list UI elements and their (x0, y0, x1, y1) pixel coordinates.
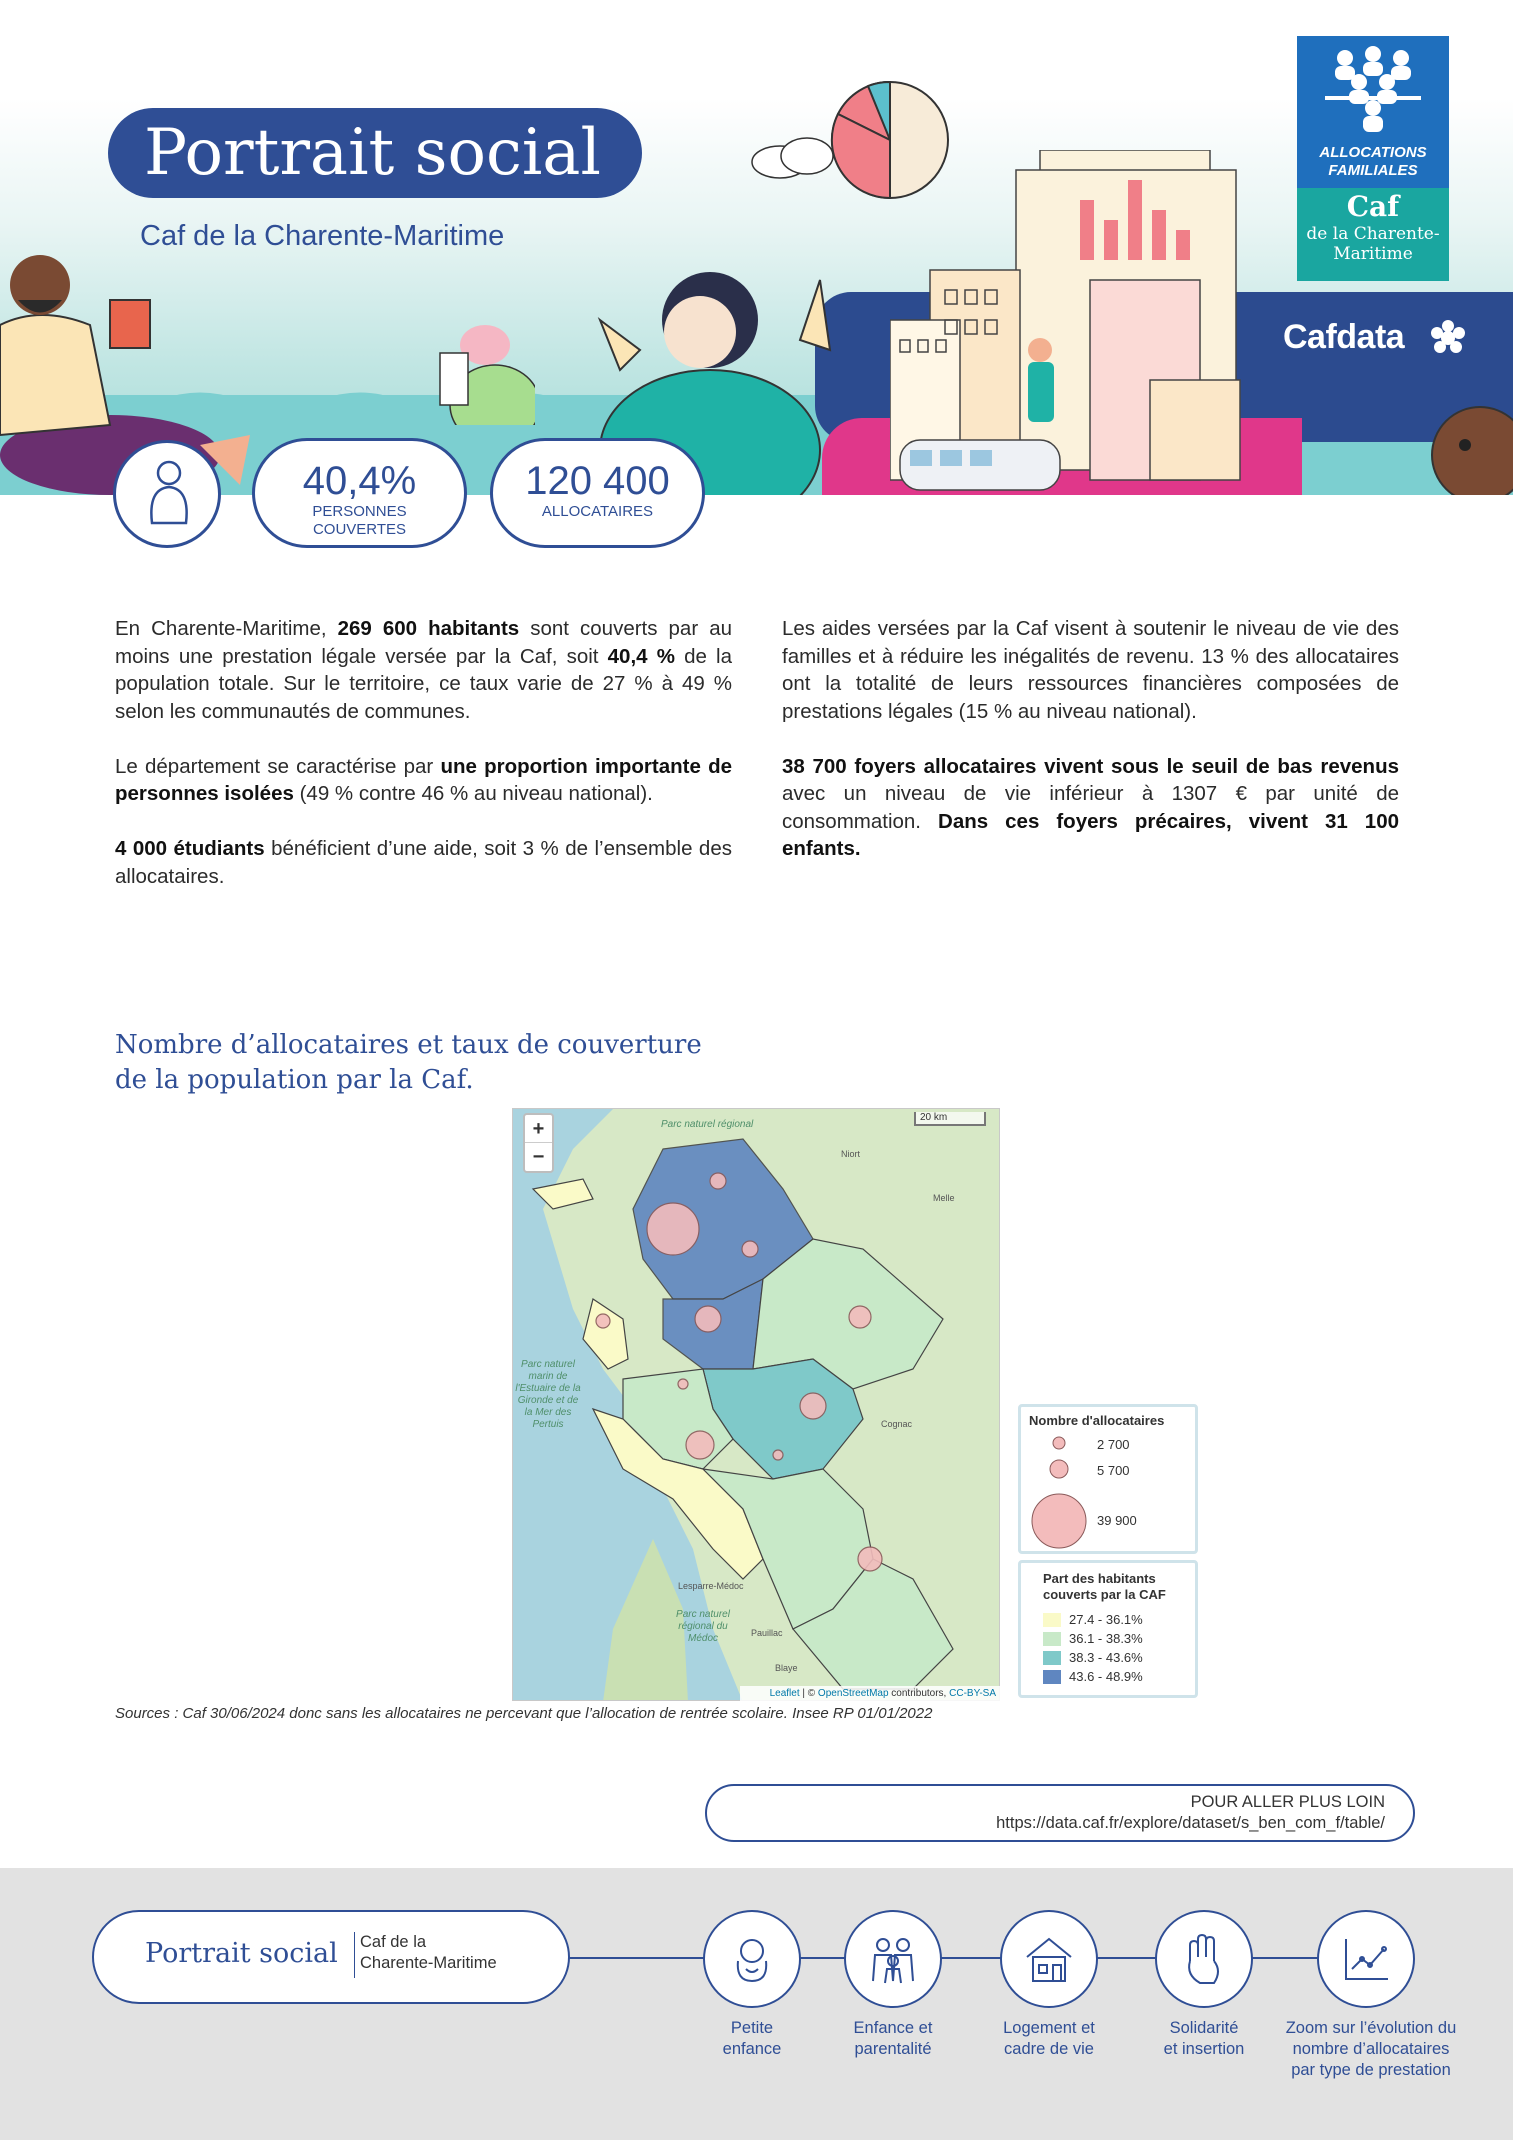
coverage-stat (252, 438, 467, 548)
map-title-line1: Nombre d’allocataires et taux de couverture (115, 1030, 702, 1060)
text-run: de la population totale. Sur le territoire, ce taux varie de 27 % à 49 % selon les communautés de communes. (115, 644, 732, 723)
nav-petite-enfance[interactable] (703, 1910, 801, 2008)
more-info-url[interactable]: https://data.caf.fr/explore/dataset/s_ben_com_f/table/ (996, 1814, 1385, 1832)
size-legend-item-3: 39 900 (1097, 1513, 1137, 1528)
text-run: (49 % contre 46 % au niveau national). (293, 782, 653, 805)
label-parc-top: Parc naturel régional (661, 1119, 754, 1130)
color-legend-item-1: 27.4 - 36.1% (1069, 1612, 1143, 1627)
circle-larochelle (647, 1203, 699, 1255)
more-info-link[interactable] (705, 1784, 1415, 1842)
color-swatch-1 (1043, 1613, 1061, 1627)
bold-text: 38 700 foyers allocataires vivent sous le seuil de bas revenus (782, 754, 1399, 778)
footer-subtitle (360, 1932, 497, 1974)
map-title-line2: de la population par la Caf. (115, 1065, 474, 1095)
zoom-out-button[interactable]: − (532, 1146, 545, 1168)
bold-text: une proportion importante de personnes isolées (115, 754, 733, 805)
size-legend (1018, 1404, 1198, 1554)
size-legend-title: Nombre d'allocataires (1029, 1413, 1165, 1428)
pie-illustration (828, 78, 953, 203)
footer-title: Portrait social (145, 1938, 338, 1969)
bold-text: 40,4 % (607, 644, 675, 668)
nav-label-1-l1: Enfance et (853, 2019, 933, 2037)
logo-line4: Maritime (1333, 244, 1413, 264)
map-attribution (740, 1686, 1000, 1701)
logo-line2: FAMILIALES (1328, 162, 1418, 179)
cafdata-flower-icon (1428, 318, 1468, 358)
color-legend-item-3: 38.3 - 43.6% (1069, 1650, 1143, 1665)
zoom-in-button[interactable]: + (525, 1115, 552, 1143)
paragraph (115, 753, 732, 808)
coverage-label-2: COUVERTES (312, 521, 407, 538)
license-link[interactable]: CC-BY-SA (949, 1688, 996, 1699)
nav-label-solidarite (1144, 2018, 1264, 2060)
color-legend (1018, 1560, 1198, 1698)
nav-label-4-l3: par type de prestation (1291, 2061, 1451, 2079)
bold-text: 269 600 habitants (337, 617, 520, 640)
cloud-illustration (745, 130, 845, 180)
logo-allocations-text (1297, 144, 1449, 180)
sources-note: Sources : Caf 30/06/2024 donc sans les allocataires ne percevant que l’allocation de rentrée scolaire. Insee RP 01/01/2022 (115, 1705, 933, 1722)
text-run: Les aides versées par la Caf visent à soutenir le niveau de vie des familles et à réduire les inégalités de revenu. 13 % des allocataires ont la totalité de leurs ressources financières composées de prestations légales (15 % au niveau national). (782, 617, 1399, 723)
nav-label-2-l1: Logement et (1003, 2019, 1095, 2037)
nav-label-3-l2: et insertion (1163, 2040, 1245, 2058)
label-niort: Niort (841, 1149, 861, 1159)
label-parc-medoc: Parc naturel régional du Médoc (676, 1609, 730, 1644)
cafdata-brand: Cafdata (1283, 318, 1405, 356)
label-parc-medoc-wrap (663, 1609, 743, 1659)
paragraph (115, 615, 732, 725)
allocataires-stat (490, 438, 705, 548)
person-stat-badge (113, 440, 221, 548)
nav-label-2-l2: cadre de vie (1004, 2040, 1094, 2058)
label-pauillac: Pauillac (751, 1628, 783, 1638)
more-info-label: POUR ALLER PLUS LOIN (1190, 1793, 1385, 1811)
hand-icon (1176, 1931, 1232, 1987)
footer-sub-line1: Caf de la (360, 1933, 427, 1951)
footer-divider (354, 1932, 355, 1978)
osm-link[interactable]: OpenStreetMap (817, 1688, 889, 1699)
nav-logement[interactable] (1000, 1910, 1098, 2008)
nav-label-4-l1: Zoom sur l’évolution du (1285, 2019, 1457, 2037)
left-text-column (115, 615, 732, 918)
choropleth-map[interactable] (512, 1108, 1000, 1701)
color-legend-item-4: 43.6 - 48.9% (1069, 1669, 1143, 1684)
map-zoom-control (523, 1113, 554, 1173)
page-subtitle: Caf de la Charente-Maritime (140, 220, 505, 252)
color-legend-title: Part des habitants couverts par la CAF (1043, 1571, 1166, 1602)
nav-label-3-l1: Solidarité (1169, 2019, 1239, 2037)
family-icon (865, 1931, 921, 1987)
leaflet-link[interactable]: Leaflet (769, 1688, 800, 1699)
color-swatch-4 (1043, 1670, 1061, 1684)
nav-label-0-l1: Petite (730, 2019, 774, 2037)
nav-enfance-parentalite[interactable] (844, 1910, 942, 2008)
nav-zoom-evolution[interactable] (1317, 1910, 1415, 2008)
nav-label-enfance (833, 2018, 953, 2060)
logo-top-block (1297, 36, 1449, 188)
size-legend-circles (1029, 1433, 1089, 1553)
map-canvas (513, 1109, 1000, 1701)
coverage-value: 40,4% (302, 459, 417, 503)
baby-icon (724, 1931, 780, 1987)
label-parc-marin: Parc naturel marin de l'Estuaire de la Gironde et de la Mer des Pertuis (515, 1359, 581, 1430)
nav-solidarite[interactable] (1155, 1910, 1253, 2008)
logo-dept-text (1297, 224, 1449, 264)
family-figures-icon (1325, 46, 1421, 138)
nav-label-0-l2: enfance (722, 2040, 782, 2058)
peeking-person-illustration (1420, 395, 1513, 495)
bold-text: Dans ces foyers précaires, vivent 31 100 enfants. (782, 809, 1400, 860)
label-parc-marin-wrap (513, 1359, 583, 1469)
footer-sub-line2: Charente-Maritime (360, 1954, 497, 1972)
logo-line1: ALLOCATIONS (1319, 144, 1427, 161)
logo-caf-text: Caf (1346, 190, 1400, 223)
nav-label-1-l2: parentalité (854, 2040, 932, 2058)
line-chart-icon (1338, 1931, 1394, 1987)
right-text-column (782, 615, 1399, 890)
paragraph (115, 835, 732, 890)
color-swatch-3 (1043, 1651, 1061, 1665)
color-swatch-2 (1043, 1632, 1061, 1646)
footer-connector-line (560, 1957, 1400, 1959)
nav-label-4-l2: nombre d’allocataires (1292, 2040, 1450, 2058)
nav-label-petite-enfance (692, 2018, 812, 2060)
allocataires-label: ALLOCATAIRES (541, 503, 654, 520)
house-icon (1021, 1931, 1077, 1987)
city-illustration (890, 150, 1310, 495)
text-run: En Charente-Maritime, (115, 617, 338, 640)
houses-illustration (425, 325, 535, 425)
color-legend-item-2: 36.1 - 38.3% (1069, 1631, 1143, 1646)
coverage-label-1: PERSONNES (312, 503, 407, 520)
person-icon (144, 459, 194, 531)
nav-label-zoom (1271, 2018, 1471, 2081)
label-lesparre: Lesparre-Médoc (678, 1581, 744, 1591)
label-blaye: Blaye (775, 1663, 798, 1673)
size-legend-item-2: 5 700 (1097, 1463, 1130, 1478)
bold-text: 4 000 étudiants (115, 837, 265, 860)
label-melle: Melle (933, 1193, 955, 1203)
text-run: sont couverts par au moins une prestation légale versée par la Caf, soit (115, 617, 732, 668)
paragraph (782, 753, 1399, 863)
attrib-sep: | © (799, 1688, 818, 1699)
label-cognac: Cognac (881, 1419, 913, 1429)
paragraph (782, 615, 1399, 725)
text-run: avec un niveau de vie inférieur à 1307 € par unité de consommation. (782, 782, 1399, 833)
map-scale: 20 km (914, 1112, 986, 1126)
allocataires-value: 120 400 (525, 459, 670, 503)
text-run: Le département se caractérise par (115, 754, 441, 778)
caf-logo (1297, 36, 1449, 281)
page-title: Portrait social (108, 108, 642, 198)
attrib-mid: contributors, (888, 1688, 950, 1699)
nav-label-logement (989, 2018, 1109, 2060)
text-run: bénéficient d’une aide, soit 3 % de l’ensemble des allocataires. (115, 837, 732, 888)
header-banner (0, 0, 1513, 495)
logo-line3: de la Charente- (1306, 224, 1440, 244)
map-title (115, 1028, 702, 1098)
size-legend-item-1: 2 700 (1097, 1437, 1130, 1452)
